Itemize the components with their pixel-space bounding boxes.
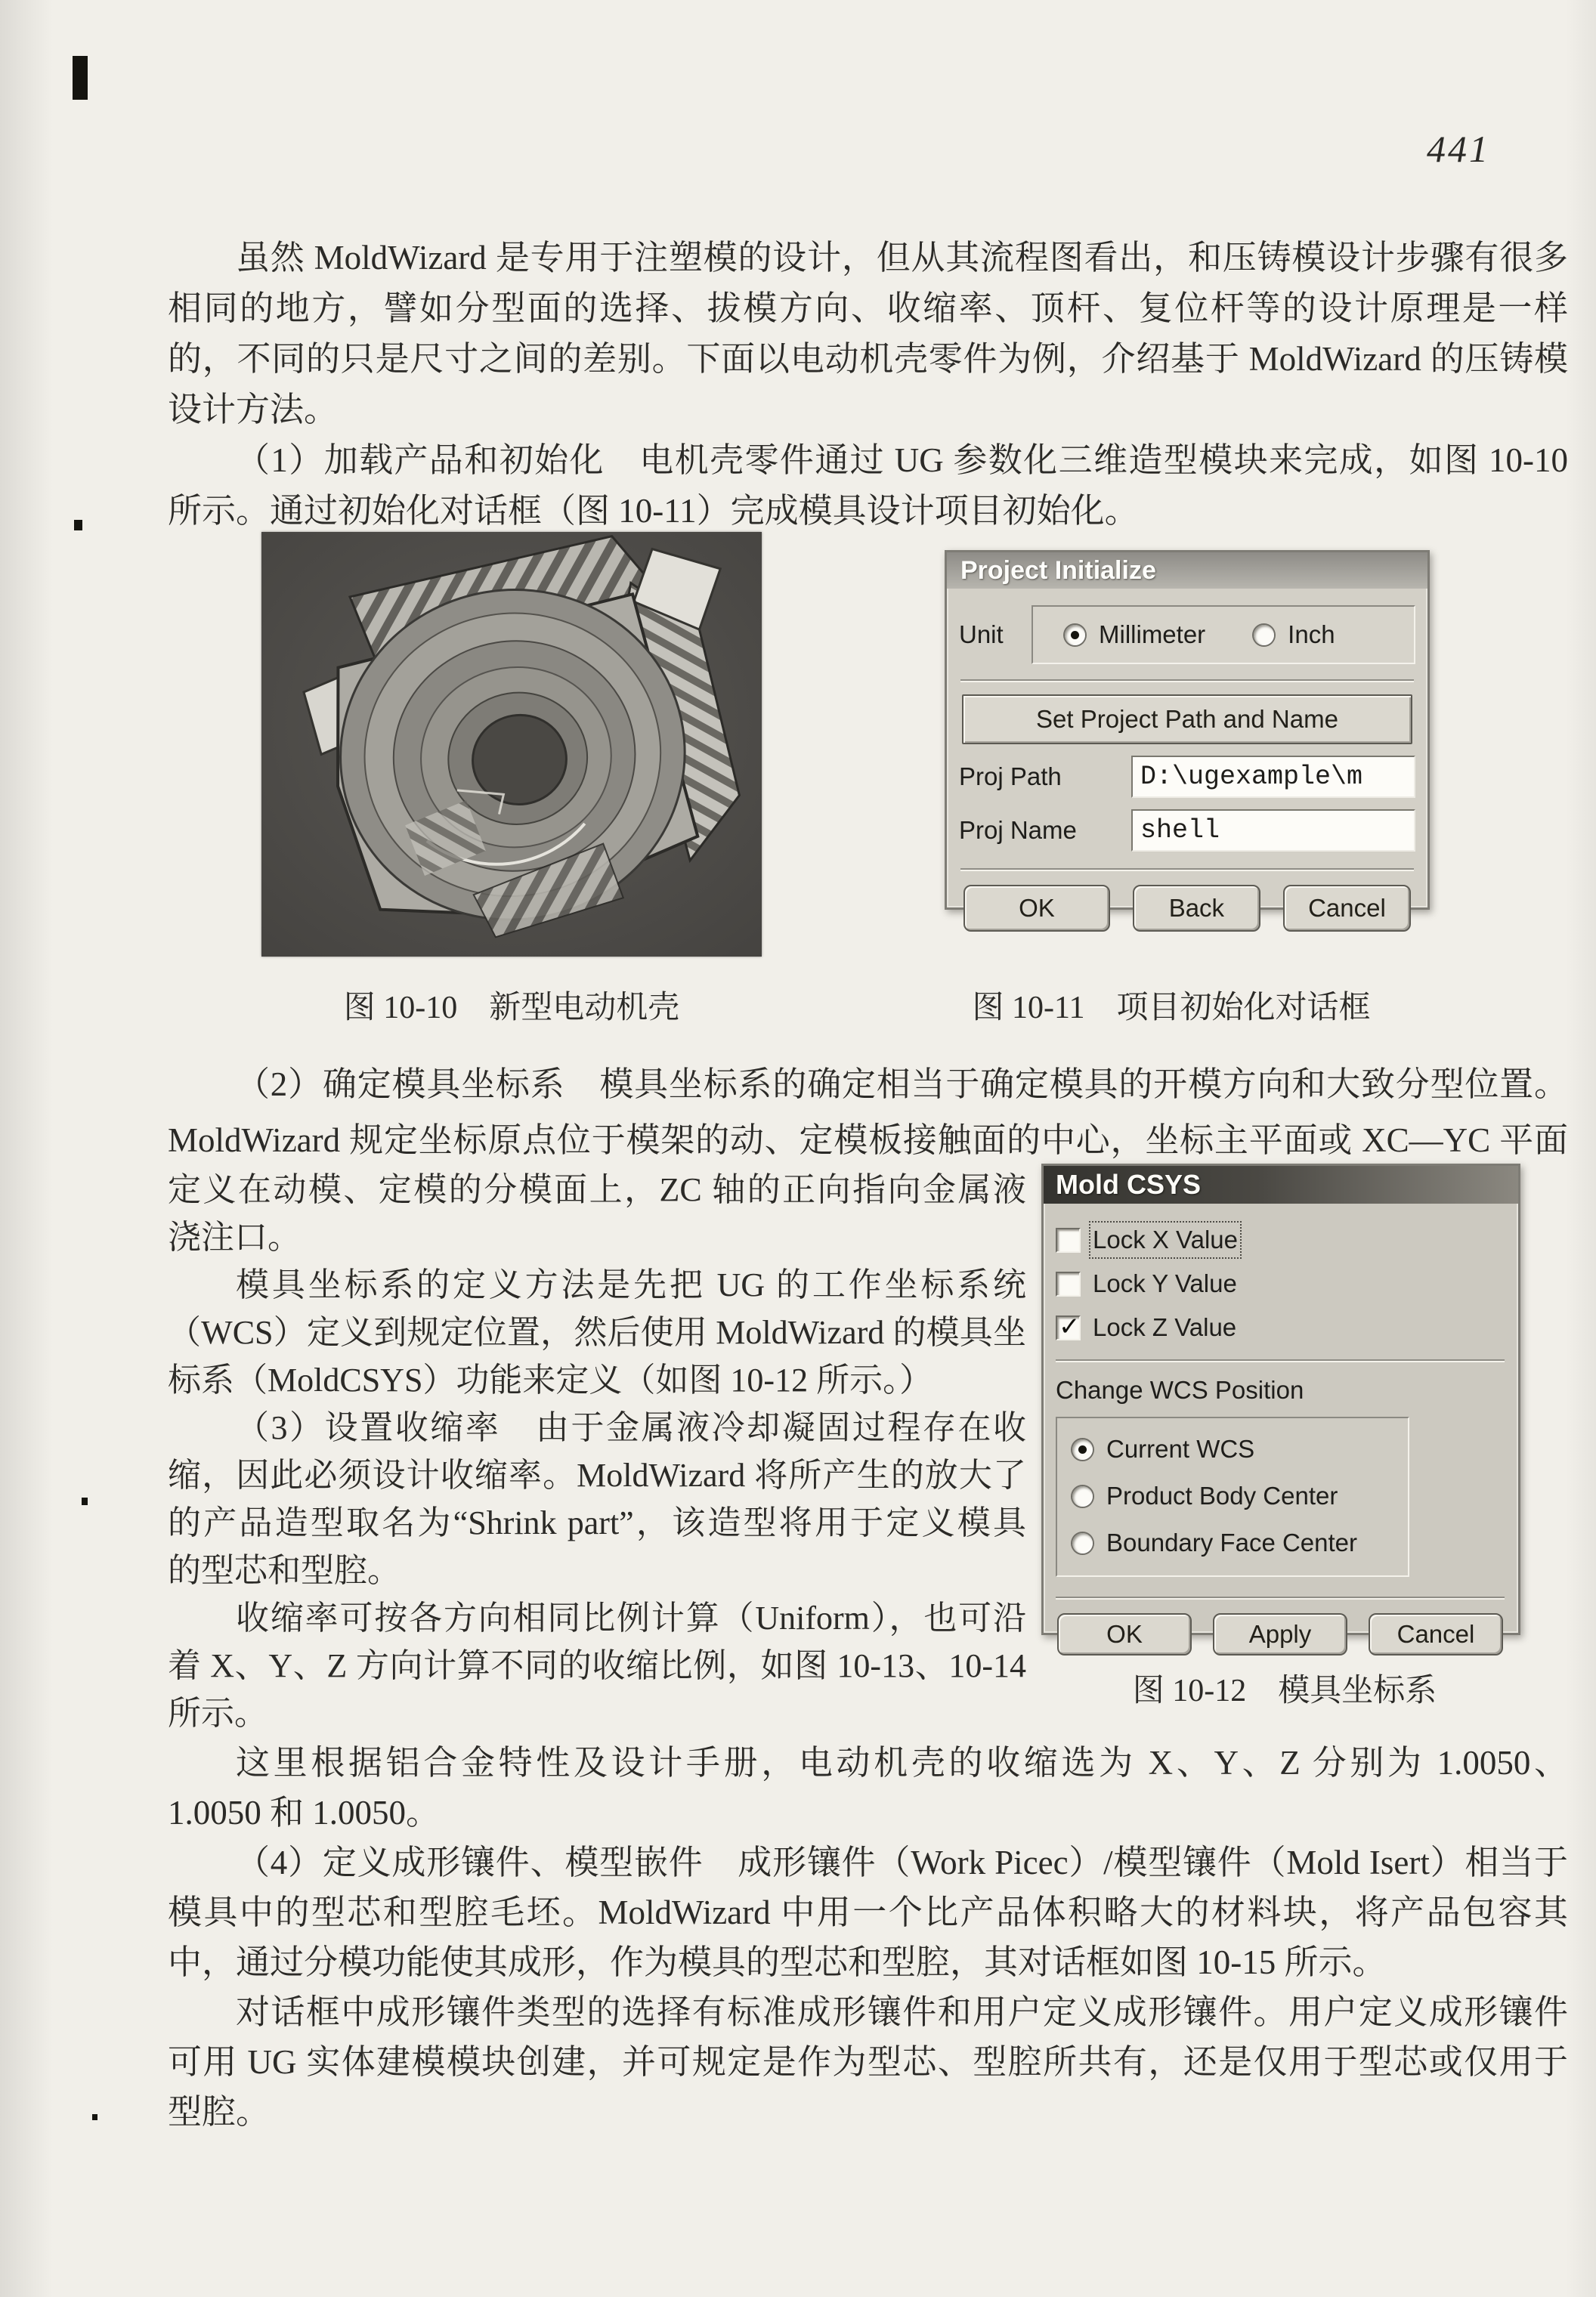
scan-artifact — [74, 520, 82, 530]
motor-housing-figure — [261, 532, 762, 957]
set-project-path-button[interactable]: Set Project Path and Name — [962, 694, 1412, 744]
motor-housing-render — [261, 532, 762, 957]
ok-button[interactable]: OK — [1057, 1613, 1192, 1656]
text-line: （3）设置收缩率 由于金属液冷却凝固过程存在收 — [236, 1409, 1026, 1446]
text-line: 1.0050 和 1.0050。 — [168, 1794, 441, 1832]
text-line: 虽然 MoldWizard 是专用于注塑模的设计，但从其流程图看出，和压铸模设计步骤有很多 — [236, 239, 1568, 277]
unit-radio-group — [1032, 605, 1415, 664]
project-initialize-dialog — [945, 550, 1430, 922]
dialog-buttons — [963, 885, 1411, 932]
unit-label: Unit — [959, 620, 1004, 648]
text-line: 收缩率可按各方向相同比例计算（Uniform），也可沿 — [236, 1600, 1026, 1637]
text-line: 设计方法。 — [168, 391, 339, 428]
paragraph-block-top — [168, 233, 1568, 536]
text-line: 的型芯和型腔。 — [168, 1552, 401, 1589]
text-line: 的，不同的只是尺寸之间的差别。下面以电动机壳零件为例，介绍基于 MoldWizard 的压铸模 — [168, 340, 1568, 378]
text-line: （WCS）定义到规定位置，然后使用 MoldWizard 的模具坐 — [168, 1314, 1026, 1351]
change-wcs-position-label: Change WCS Position — [1056, 1376, 1304, 1404]
product-body-center-radio[interactable] — [1072, 1486, 1093, 1507]
millimeter-radio[interactable] — [1065, 625, 1085, 645]
product-body-center-label[interactable]: Product Body Center — [1106, 1482, 1338, 1510]
scan-artifact — [92, 2114, 97, 2120]
text-line: 模具坐标系的定义方法是先把 UG 的工作坐标系统 — [236, 1266, 1026, 1303]
proj-path-field[interactable]: D:\ugexample\m — [1131, 756, 1415, 798]
page-number: 441 — [1427, 128, 1490, 170]
boundary-face-center-radio[interactable] — [1072, 1533, 1093, 1553]
text-line: 定义在动模、定模的分模面上，ZC 轴的正向指向金属液 — [168, 1171, 1026, 1208]
figure-caption-10-12: 图 10-12 模具坐标系 — [1132, 1674, 1437, 1708]
proj-path-label: Proj Path — [959, 762, 1062, 790]
proj-name-label: Proj Name — [959, 816, 1077, 844]
text-line: 相同的地方，譬如分型面的选择、拔模方向、收缩率、顶杆、复位杆等的设计原理是一样 — [168, 289, 1568, 327]
text-line: MoldWizard 规定坐标原点位于模架的动、定模板接触面的中心，坐标主平面或 XC—YC 平面 — [168, 1121, 1568, 1159]
lock-y-label[interactable]: Lock Y Value — [1093, 1269, 1237, 1297]
inch-radio[interactable] — [1254, 625, 1274, 645]
dialog-body — [947, 589, 1427, 932]
cancel-button[interactable]: Cancel — [1369, 1613, 1503, 1656]
lock-z-label[interactable]: Lock Z Value — [1093, 1313, 1237, 1341]
wcs-position-radio-group — [1056, 1417, 1409, 1577]
dialog-buttons — [1057, 1613, 1503, 1656]
text-line: 对话框中成形镶件类型的选择有标准成形镶件和用户定义成形镶件。用户定义成形镶件 — [236, 1993, 1568, 2031]
proj-name-field[interactable]: shell — [1131, 809, 1415, 852]
figure-caption-10-11: 图 10-11 项目初始化对话框 — [972, 991, 1371, 1025]
text-line: 着 X、Y、Z 方向计算不同的收缩比例，如图 10-13、10-14 — [168, 1647, 1026, 1684]
paragraph-block-mid — [168, 1056, 1568, 1168]
text-line: （4）定义成形镶件、模型嵌件 成形镶件（Work Picec）/模型镶件（Mold Isert）相当于 — [236, 1844, 1568, 1881]
text-line: 所示。 — [168, 1695, 268, 1732]
text-line: 中，通过分模功能使其成形，作为模具的型芯和型腔，其对话框如图 10-15 所示。 — [168, 1943, 1387, 1981]
text-line: 型腔。 — [168, 2093, 271, 2131]
lock-x-label[interactable]: Lock X Value — [1093, 1226, 1239, 1254]
paragraph-block-narrow — [168, 1166, 1026, 1737]
separator — [1056, 1597, 1505, 1600]
text-line: （2）确定模具坐标系 模具坐标系的确定相当于确定模具的开模方向和大致分型位置。 — [236, 1065, 1568, 1103]
separator — [960, 679, 1414, 682]
text-line: 缩，因此必须设计收缩率。MoldWizard 将所产生的放大了 — [168, 1457, 1026, 1494]
lock-z-row — [1056, 1311, 1505, 1344]
current-wcs-label[interactable]: Current WCS — [1106, 1435, 1255, 1463]
dialog-body — [1044, 1204, 1518, 1656]
separator — [960, 868, 1414, 871]
dialog-titlebar: Project Initialize — [947, 552, 1427, 589]
lock-y-row — [1056, 1267, 1505, 1300]
lock-x-checkbox[interactable] — [1056, 1228, 1081, 1253]
text-line: 所示。通过初始化对话框（图 10-11）完成模具设计项目初始化。 — [168, 492, 1139, 530]
apply-button[interactable]: Apply — [1213, 1613, 1347, 1656]
inch-radio-label[interactable]: Inch — [1288, 620, 1335, 648]
current-wcs-row — [1072, 1435, 1408, 1464]
lock-z-checkbox[interactable] — [1056, 1315, 1081, 1340]
text-line: （1）加载产品和初始化 电机壳零件通过 UG 参数化三维造型模块来完成，如图 10-10 — [236, 441, 1568, 479]
text-line: 标系（MoldCSYS）功能来定义（如图 10-12 所示。） — [168, 1362, 933, 1399]
lock-y-checkbox[interactable] — [1056, 1272, 1081, 1297]
separator — [1056, 1359, 1505, 1362]
unit-row — [959, 605, 1415, 664]
cancel-button[interactable]: Cancel — [1283, 885, 1411, 932]
text-line: 浇注口。 — [168, 1219, 301, 1256]
text-line: 模具中的型芯和型腔毛坯。MoldWizard 中用一个比产品体积略大的材料块，将产品包容其 — [168, 1894, 1568, 1931]
proj-path-row — [959, 756, 1415, 798]
paragraph-block-bottom — [168, 1738, 1568, 2137]
scan-artifact — [73, 56, 88, 100]
ok-button[interactable]: OK — [963, 885, 1110, 932]
text-line: 这里根据铝合金特性及设计手册，电动机壳的收缩选为 X、Y、Z 分别为 1.0050、 — [236, 1744, 1568, 1782]
text-line: 可用 UG 实体建模模块创建，并可规定是作为型芯、型腔所共有，还是仅用于型芯或仅用于 — [168, 2043, 1568, 2081]
back-button[interactable]: Back — [1133, 885, 1260, 932]
figure-caption-10-10: 图 10-10 新型电动机壳 — [343, 991, 680, 1025]
boundary-face-center-row — [1072, 1529, 1408, 1557]
lock-x-row — [1056, 1223, 1505, 1257]
proj-name-row — [959, 809, 1415, 852]
current-wcs-radio[interactable] — [1072, 1439, 1093, 1460]
product-body-center-row — [1072, 1482, 1408, 1510]
text-line: 的产品造型取名为“Shrink part”，该造型将用于定义模具 — [168, 1504, 1026, 1541]
scan-artifact — [82, 1498, 88, 1505]
millimeter-radio-label[interactable]: Millimeter — [1099, 620, 1206, 648]
boundary-face-center-label[interactable]: Boundary Face Center — [1106, 1529, 1358, 1557]
dialog-titlebar: Mold CSYS — [1044, 1166, 1518, 1204]
mold-csys-dialog — [1041, 1164, 1520, 1648]
